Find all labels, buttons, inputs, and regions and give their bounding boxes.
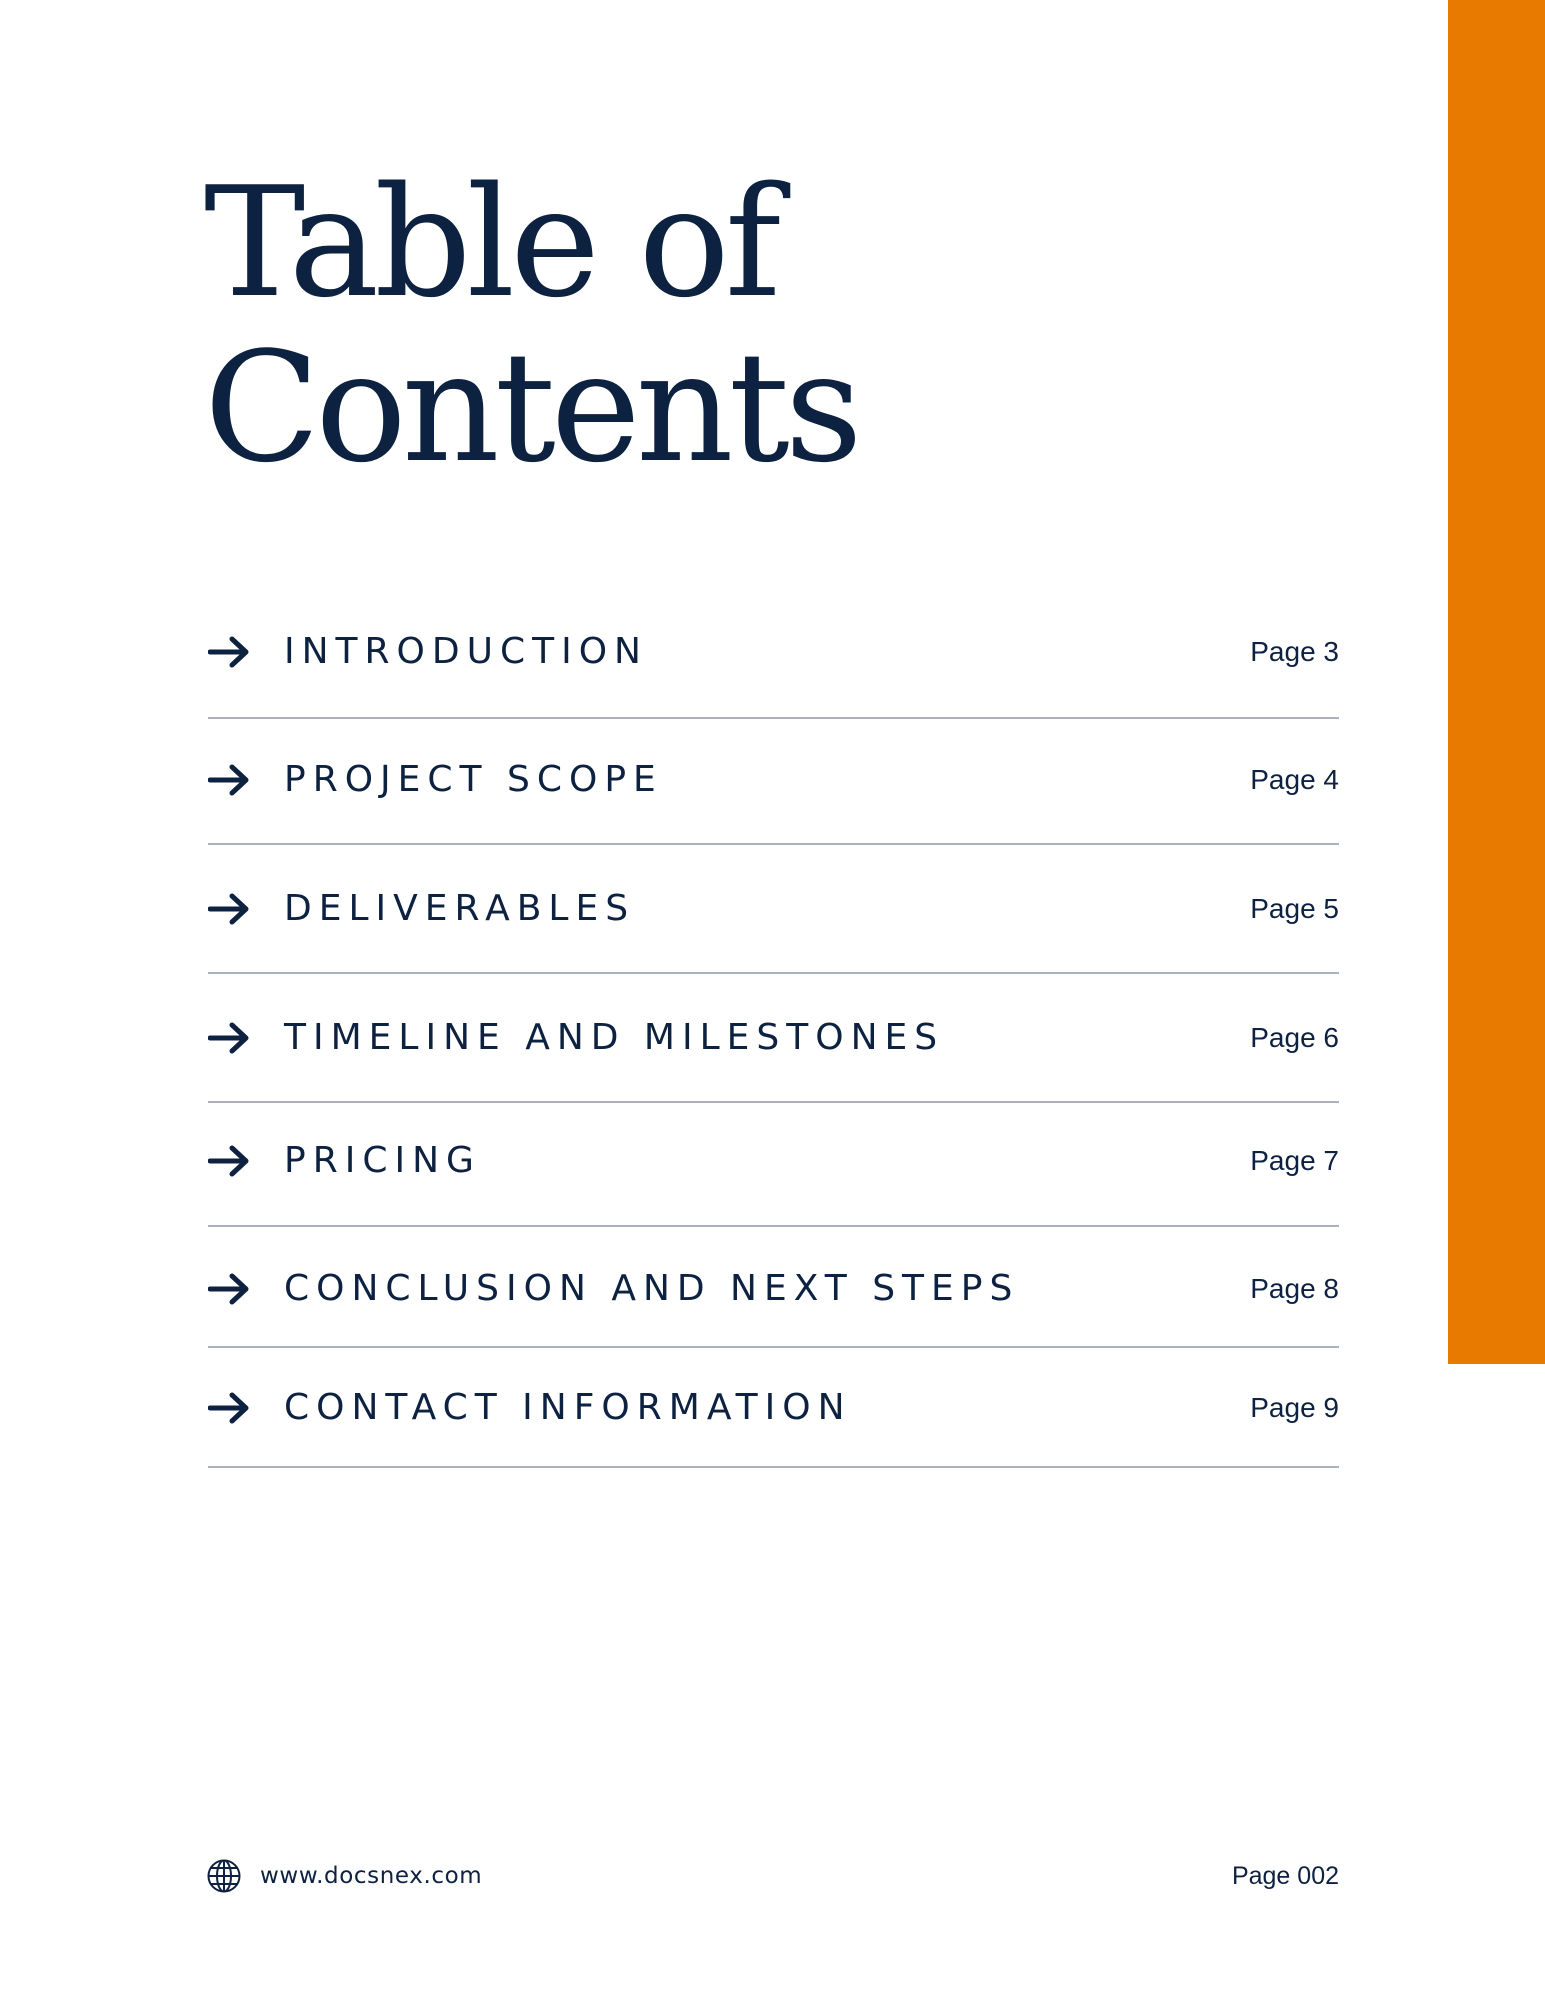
toc-item-label: DELIVERABLES xyxy=(284,888,636,929)
toc-item-deliverables[interactable] xyxy=(208,879,1339,939)
page-title-line-2: Contents xyxy=(204,319,858,496)
orange-accent-bar xyxy=(1448,0,1545,1364)
toc-divider xyxy=(208,1346,1339,1348)
toc-item-pricing[interactable] xyxy=(208,1131,1339,1191)
toc-item-page: Page 5 xyxy=(1250,893,1339,924)
arrow-right-icon xyxy=(208,1390,252,1426)
globe-icon xyxy=(206,1858,242,1894)
toc-item-page: Page 7 xyxy=(1250,1145,1339,1176)
arrow-right-icon xyxy=(208,891,252,927)
toc-item-label: INTRODUCTION xyxy=(284,631,648,672)
page-title-line-1: Table of xyxy=(204,154,777,331)
toc-item-timeline-and-milestones[interactable] xyxy=(208,1008,1339,1068)
toc-item-introduction[interactable] xyxy=(208,622,1339,682)
toc-item-page: Page 9 xyxy=(1250,1392,1339,1423)
arrow-right-icon xyxy=(208,1143,252,1179)
toc-item-page: Page 8 xyxy=(1250,1273,1339,1304)
arrow-right-icon xyxy=(208,634,252,670)
toc-item-label: PRICING xyxy=(284,1140,481,1181)
toc-divider xyxy=(208,972,1339,974)
toc-divider xyxy=(208,843,1339,845)
toc-item-page: Page 6 xyxy=(1250,1022,1339,1053)
toc-divider xyxy=(208,1101,1339,1103)
toc-item-conclusion-and-next-steps[interactable] xyxy=(208,1259,1339,1319)
website-link[interactable]: www.docsnex.com xyxy=(260,1863,483,1889)
toc-item-page: Page 3 xyxy=(1250,636,1339,667)
toc-item-label: CONCLUSION AND NEXT STEPS xyxy=(284,1268,1020,1309)
toc-item-page: Page 4 xyxy=(1250,764,1339,795)
toc-divider xyxy=(208,1466,1339,1468)
toc-divider xyxy=(208,717,1339,719)
toc-item-label: PROJECT SCOPE xyxy=(284,759,663,800)
arrow-right-icon xyxy=(208,1020,252,1056)
toc-item-contact-information[interactable] xyxy=(208,1378,1339,1438)
arrow-right-icon xyxy=(208,762,252,798)
toc-item-label: CONTACT INFORMATION xyxy=(284,1387,852,1428)
toc-item-label: TIMELINE AND MILESTONES xyxy=(284,1017,945,1058)
page-title xyxy=(204,154,1104,496)
toc-item-project-scope[interactable] xyxy=(208,750,1339,810)
toc-divider xyxy=(208,1225,1339,1227)
arrow-right-icon xyxy=(208,1271,252,1307)
footer-page-number: Page 002 xyxy=(1231,1862,1339,1890)
